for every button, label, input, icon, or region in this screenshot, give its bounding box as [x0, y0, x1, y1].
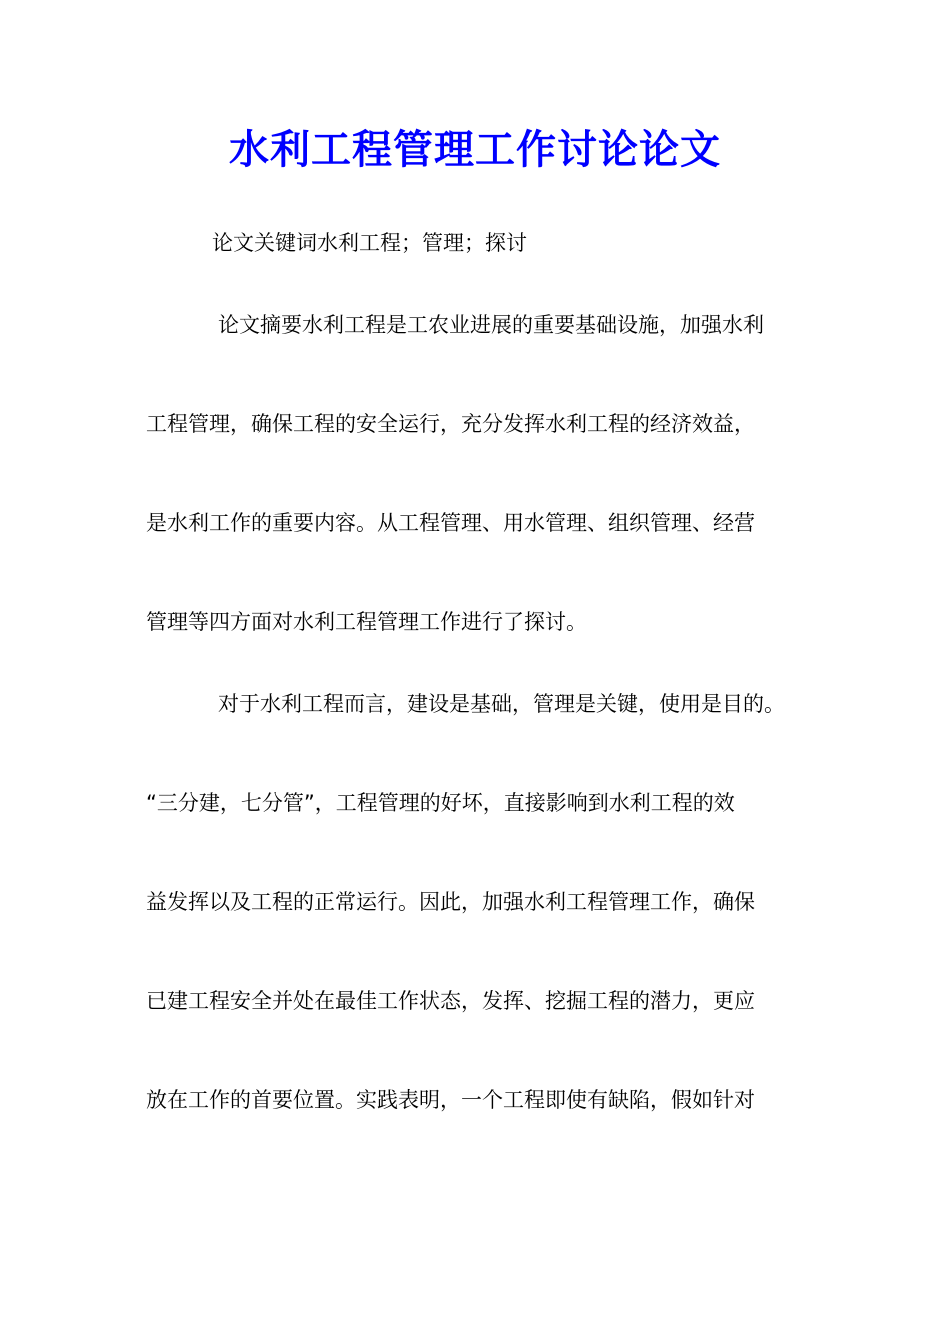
abstract-line-4: 管理等四方面对水利工程管理工作进行了探讨。	[146, 610, 587, 634]
document-title: 水利工程管理工作讨论论文	[229, 126, 721, 173]
body-line-5: 放在工作的首要位置。实践表明，一个工程即使有缺陷，假如针对	[146, 1088, 755, 1112]
body-line-2: “三分建，七分管”，工程管理的好坏，直接影响到水利工程的效	[146, 791, 735, 815]
body-line-4: 已建工程安全并处在最佳工作状态，发挥、挖掘工程的潜力，更应	[146, 989, 755, 1013]
abstract-line-1: 论文摘要水利工程是工农业进展的重要基础设施，加强水利	[218, 313, 764, 337]
abstract-line-2: 工程管理，确保工程的安全运行，充分发挥水利工程的经济效益，	[146, 412, 755, 436]
abstract-line-3: 是水利工作的重要内容。从工程管理、用水管理、组织管理、经营	[146, 511, 755, 535]
body-line-1: 对于水利工程而言，建设是基础，管理是关键，使用是目的。	[218, 692, 785, 716]
keywords-line: 论文关键词水利工程；管理；探讨	[212, 231, 527, 255]
body-line-3: 益发挥以及工程的正常运行。因此，加强水利工程管理工作，确保	[146, 890, 755, 914]
